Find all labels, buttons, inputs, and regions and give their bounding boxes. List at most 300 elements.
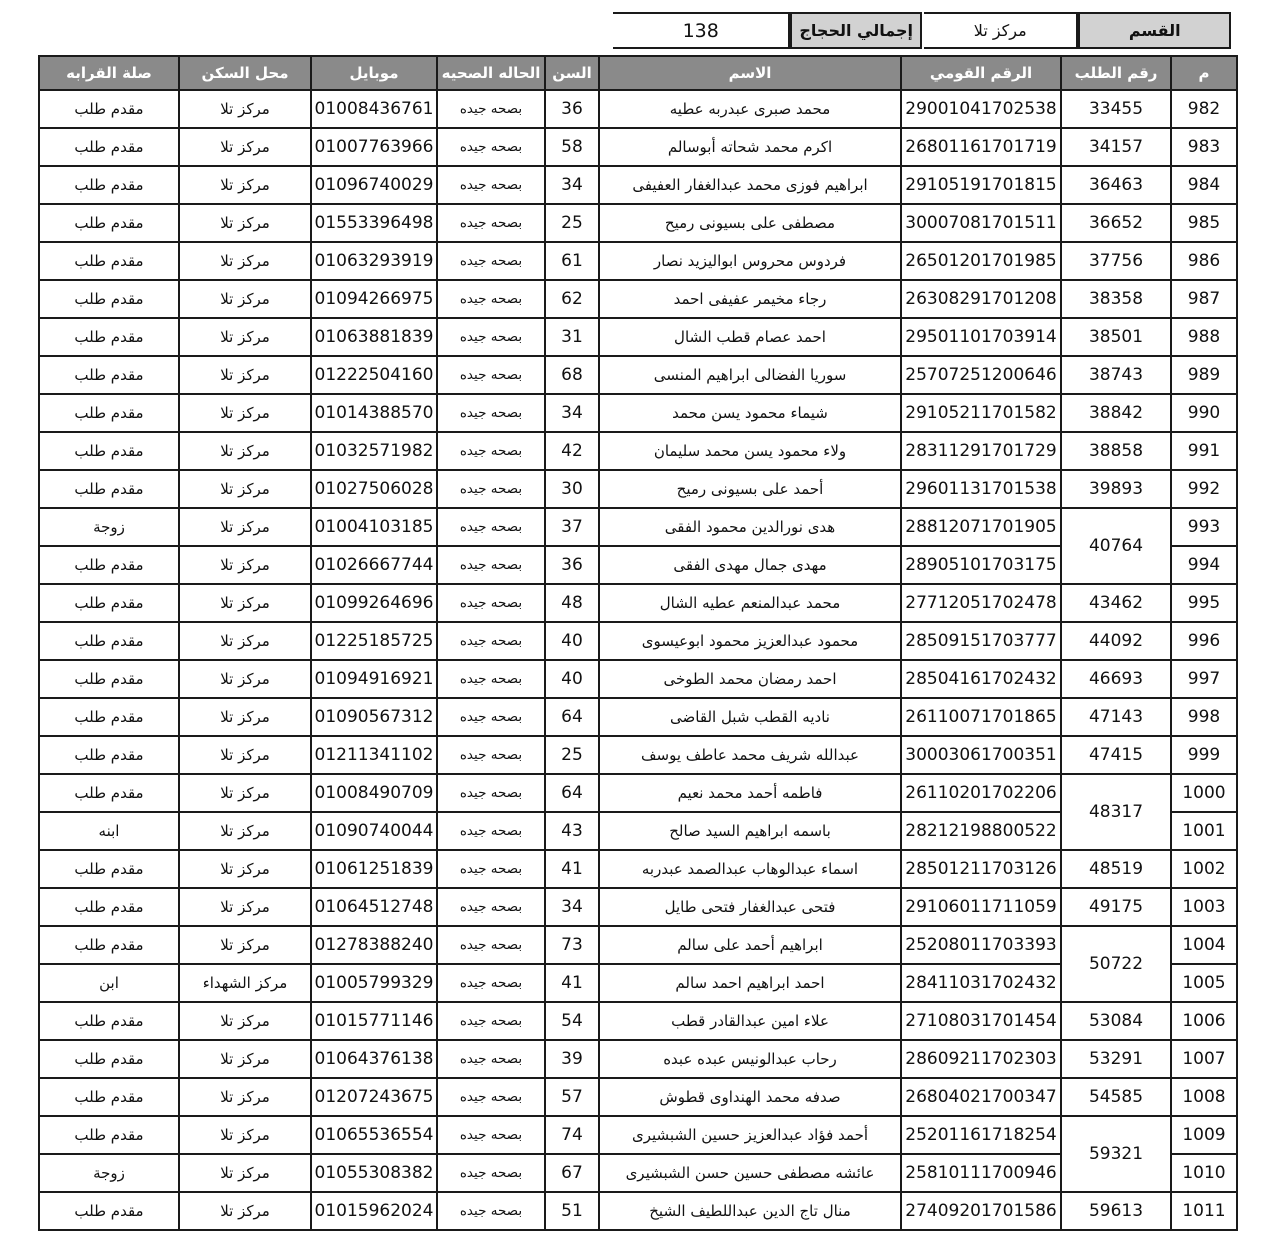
- national-id-cell: 27409201701586: [901, 1192, 1061, 1230]
- serial-cell: 1008: [1171, 1078, 1237, 1116]
- relation-cell: مقدم طلب: [39, 1192, 179, 1230]
- serial-cell: 1003: [1171, 888, 1237, 926]
- residence-cell: مركز الشهداء: [179, 964, 311, 1002]
- table-row: [39, 888, 1237, 926]
- name-cell: ابراهيم فوزى محمد عبدالغفار العفيفى: [599, 166, 901, 204]
- name-cell: منال تاج الدين عبداللطيف الشيخ: [599, 1192, 901, 1230]
- request-no-cell: 48519: [1061, 850, 1171, 888]
- residence-cell: مركز تلا: [179, 356, 311, 394]
- table-row: [39, 470, 1237, 508]
- health-cell: بصحه جيده: [437, 166, 545, 204]
- mobile-cell: 01004103185: [311, 508, 437, 546]
- name-cell: رحاب عبدالونيس عبده عبده: [599, 1040, 901, 1078]
- mobile-cell: 01055308382: [311, 1154, 437, 1192]
- residence-cell: مركز تلا: [179, 1116, 311, 1154]
- health-cell: بصحه جيده: [437, 356, 545, 394]
- serial-cell: 998: [1171, 698, 1237, 736]
- residence-cell: مركز تلا: [179, 166, 311, 204]
- mobile-cell: 01207243675: [311, 1078, 437, 1116]
- name-cell: عائشه مصطفى حسين حسن الشبشيرى: [599, 1154, 901, 1192]
- name-cell: احمد ابراهيم احمد سالم: [599, 964, 901, 1002]
- request-no-cell: 38842: [1061, 394, 1171, 432]
- table-row: [39, 356, 1237, 394]
- request-no-cell: 47143: [1061, 698, 1171, 736]
- national-id-cell: 26110071701865: [901, 698, 1061, 736]
- name-cell: باسمه ابراهيم السيد صالح: [599, 812, 901, 850]
- residence-cell: مركز تلا: [179, 470, 311, 508]
- relation-cell: مقدم طلب: [39, 1002, 179, 1040]
- age-cell: 67: [545, 1154, 599, 1192]
- age-cell: 62: [545, 280, 599, 318]
- age-cell: 40: [545, 622, 599, 660]
- header-name: الاسم: [599, 56, 901, 90]
- pilgrims-total-value: 138: [613, 12, 790, 49]
- health-cell: بصحه جيده: [437, 812, 545, 850]
- serial-cell: 982: [1171, 90, 1237, 128]
- national-id-cell: 25707251200646: [901, 356, 1061, 394]
- residence-cell: مركز تلا: [179, 736, 311, 774]
- national-id-cell: 29105191701815: [901, 166, 1061, 204]
- residence-cell: مركز تلا: [179, 1154, 311, 1192]
- name-cell: اكرم محمد شحاته أبوسالم: [599, 128, 901, 166]
- relation-cell: مقدم طلب: [39, 926, 179, 964]
- residence-cell: مركز تلا: [179, 888, 311, 926]
- residence-cell: مركز تلا: [179, 204, 311, 242]
- table-row: [39, 204, 1237, 242]
- residence-cell: مركز تلا: [179, 1078, 311, 1116]
- header-residence: محل السكن: [179, 56, 311, 90]
- name-cell: محمد صبرى عبدربه عطيه: [599, 90, 901, 128]
- national-id-cell: 25208011703393: [901, 926, 1061, 964]
- request-no-cell: 38858: [1061, 432, 1171, 470]
- residence-cell: مركز تلا: [179, 774, 311, 812]
- request-no-cell: 50722: [1061, 926, 1171, 1002]
- mobile-cell: 01090740044: [311, 812, 437, 850]
- request-no-cell: 49175: [1061, 888, 1171, 926]
- residence-cell: مركز تلا: [179, 394, 311, 432]
- relation-cell: مقدم طلب: [39, 736, 179, 774]
- age-cell: 40: [545, 660, 599, 698]
- mobile-cell: 01007763966: [311, 128, 437, 166]
- serial-cell: 1011: [1171, 1192, 1237, 1230]
- residence-cell: مركز تلا: [179, 1040, 311, 1078]
- request-no-cell: 43462: [1061, 584, 1171, 622]
- relation-cell: مقدم طلب: [39, 622, 179, 660]
- relation-cell: مقدم طلب: [39, 1116, 179, 1154]
- mobile-cell: 01008490709: [311, 774, 437, 812]
- mobile-cell: 01005799329: [311, 964, 437, 1002]
- request-no-cell: 38501: [1061, 318, 1171, 356]
- residence-cell: مركز تلا: [179, 622, 311, 660]
- national-id-cell: 28212198800522: [901, 812, 1061, 850]
- health-cell: بصحه جيده: [437, 736, 545, 774]
- health-cell: بصحه جيده: [437, 90, 545, 128]
- relation-cell: زوجة: [39, 1154, 179, 1192]
- mobile-cell: 01015771146: [311, 1002, 437, 1040]
- mobile-cell: 01015962024: [311, 1192, 437, 1230]
- serial-cell: 985: [1171, 204, 1237, 242]
- header-age: السن: [545, 56, 599, 90]
- relation-cell: مقدم طلب: [39, 204, 179, 242]
- serial-cell: 1006: [1171, 1002, 1237, 1040]
- health-cell: بصحه جيده: [437, 470, 545, 508]
- health-cell: بصحه جيده: [437, 204, 545, 242]
- serial-cell: 984: [1171, 166, 1237, 204]
- serial-cell: 989: [1171, 356, 1237, 394]
- relation-cell: مقدم طلب: [39, 850, 179, 888]
- serial-cell: 1007: [1171, 1040, 1237, 1078]
- residence-cell: مركز تلا: [179, 812, 311, 850]
- table-row: [39, 698, 1237, 736]
- serial-cell: 993: [1171, 508, 1237, 546]
- relation-cell: زوجة: [39, 508, 179, 546]
- header-relation: صلة القرابه: [39, 56, 179, 90]
- name-cell: أحمد على بسيونى رميح: [599, 470, 901, 508]
- table-row: [39, 964, 1237, 1002]
- national-id-cell: 29105211701582: [901, 394, 1061, 432]
- table-row: [39, 812, 1237, 850]
- table-row: [39, 394, 1237, 432]
- mobile-cell: 01094266975: [311, 280, 437, 318]
- name-cell: ناديه القطب شبل القاضى: [599, 698, 901, 736]
- name-cell: رجاء مخيمر عفيفى احمد: [599, 280, 901, 318]
- table-row: [39, 90, 1237, 128]
- national-id-cell: 28311291701729: [901, 432, 1061, 470]
- health-cell: بصحه جيده: [437, 660, 545, 698]
- mobile-cell: 01061251839: [311, 850, 437, 888]
- age-cell: 57: [545, 1078, 599, 1116]
- name-cell: مهدى جمال مهدى الفقى: [599, 546, 901, 584]
- table-row: [39, 1154, 1237, 1192]
- health-cell: بصحه جيده: [437, 1002, 545, 1040]
- name-cell: محمد عبدالمنعم عطيه الشال: [599, 584, 901, 622]
- national-id-cell: 26308291701208: [901, 280, 1061, 318]
- serial-cell: 996: [1171, 622, 1237, 660]
- residence-cell: مركز تلا: [179, 698, 311, 736]
- age-cell: 34: [545, 888, 599, 926]
- table-row: [39, 584, 1237, 622]
- table-row: [39, 660, 1237, 698]
- residence-cell: مركز تلا: [179, 660, 311, 698]
- relation-cell: مقدم طلب: [39, 470, 179, 508]
- relation-cell: مقدم طلب: [39, 546, 179, 584]
- age-cell: 30: [545, 470, 599, 508]
- pilgrims-table: [38, 55, 1238, 1231]
- residence-cell: مركز تلا: [179, 1192, 311, 1230]
- request-no-cell: 39893: [1061, 470, 1171, 508]
- table-row: [39, 166, 1237, 204]
- health-cell: بصحه جيده: [437, 432, 545, 470]
- residence-cell: مركز تلا: [179, 432, 311, 470]
- mobile-cell: 01211341102: [311, 736, 437, 774]
- request-no-cell: 40764: [1061, 508, 1171, 584]
- age-cell: 58: [545, 128, 599, 166]
- relation-cell: مقدم طلب: [39, 90, 179, 128]
- mobile-cell: 01014388570: [311, 394, 437, 432]
- residence-cell: مركز تلا: [179, 508, 311, 546]
- name-cell: عبدالله شريف محمد عاطف يوسف: [599, 736, 901, 774]
- section-label: القسم: [1078, 12, 1231, 49]
- name-cell: أحمد فؤاد عبدالعزيز حسين الشبشيرى: [599, 1116, 901, 1154]
- national-id-cell: 26804021700347: [901, 1078, 1061, 1116]
- request-no-cell: 46693: [1061, 660, 1171, 698]
- age-cell: 68: [545, 356, 599, 394]
- relation-cell: مقدم طلب: [39, 1078, 179, 1116]
- age-cell: 31: [545, 318, 599, 356]
- mobile-cell: 01027506028: [311, 470, 437, 508]
- name-cell: ابراهيم أحمد على سالم: [599, 926, 901, 964]
- health-cell: بصحه جيده: [437, 1154, 545, 1192]
- mobile-cell: 01094916921: [311, 660, 437, 698]
- age-cell: 61: [545, 242, 599, 280]
- mobile-cell: 01278388240: [311, 926, 437, 964]
- request-no-cell: 36652: [1061, 204, 1171, 242]
- health-cell: بصحه جيده: [437, 1078, 545, 1116]
- age-cell: 48: [545, 584, 599, 622]
- request-no-cell: 47415: [1061, 736, 1171, 774]
- mobile-cell: 01032571982: [311, 432, 437, 470]
- residence-cell: مركز تلا: [179, 546, 311, 584]
- age-cell: 36: [545, 546, 599, 584]
- relation-cell: مقدم طلب: [39, 698, 179, 736]
- serial-cell: 988: [1171, 318, 1237, 356]
- serial-cell: 987: [1171, 280, 1237, 318]
- relation-cell: مقدم طلب: [39, 280, 179, 318]
- national-id-cell: 29106011711059: [901, 888, 1061, 926]
- table-row: [39, 1002, 1237, 1040]
- relation-cell: ابن: [39, 964, 179, 1002]
- national-id-cell: 27108031701454: [901, 1002, 1061, 1040]
- serial-cell: 992: [1171, 470, 1237, 508]
- request-no-cell: 59613: [1061, 1192, 1171, 1230]
- health-cell: بصحه جيده: [437, 1040, 545, 1078]
- health-cell: بصحه جيده: [437, 1192, 545, 1230]
- mobile-cell: 01225185725: [311, 622, 437, 660]
- relation-cell: مقدم طلب: [39, 356, 179, 394]
- table-row: [39, 242, 1237, 280]
- mobile-cell: 01096740029: [311, 166, 437, 204]
- residence-cell: مركز تلا: [179, 318, 311, 356]
- request-no-cell: 38358: [1061, 280, 1171, 318]
- mobile-cell: 01222504160: [311, 356, 437, 394]
- national-id-cell: 27712051702478: [901, 584, 1061, 622]
- request-no-cell: 33455: [1061, 90, 1171, 128]
- relation-cell: مقدم طلب: [39, 774, 179, 812]
- serial-cell: 999: [1171, 736, 1237, 774]
- relation-cell: مقدم طلب: [39, 584, 179, 622]
- request-no-cell: 44092: [1061, 622, 1171, 660]
- national-id-cell: 26801161701719: [901, 128, 1061, 166]
- relation-cell: مقدم طلب: [39, 432, 179, 470]
- name-cell: احمد عصام قطب الشال: [599, 318, 901, 356]
- age-cell: 41: [545, 850, 599, 888]
- national-id-cell: 28812071701905: [901, 508, 1061, 546]
- name-cell: اسماء عبدالوهاب عبدالصمد عبدربه: [599, 850, 901, 888]
- name-cell: ولاء محمود يسن محمد سليمان: [599, 432, 901, 470]
- national-id-cell: 29501101703914: [901, 318, 1061, 356]
- age-cell: 74: [545, 1116, 599, 1154]
- relation-cell: مقدم طلب: [39, 166, 179, 204]
- serial-cell: 1005: [1171, 964, 1237, 1002]
- request-no-cell: 53084: [1061, 1002, 1171, 1040]
- health-cell: بصحه جيده: [437, 394, 545, 432]
- residence-cell: مركز تلا: [179, 584, 311, 622]
- table-row: [39, 546, 1237, 584]
- age-cell: 25: [545, 736, 599, 774]
- serial-cell: 1009: [1171, 1116, 1237, 1154]
- request-no-cell: 38743: [1061, 356, 1171, 394]
- age-cell: 37: [545, 508, 599, 546]
- age-cell: 43: [545, 812, 599, 850]
- national-id-cell: 25810111700946: [901, 1154, 1061, 1192]
- health-cell: بصحه جيده: [437, 546, 545, 584]
- national-id-cell: 28609211702303: [901, 1040, 1061, 1078]
- age-cell: 51: [545, 1192, 599, 1230]
- request-no-cell: 53291: [1061, 1040, 1171, 1078]
- residence-cell: مركز تلا: [179, 128, 311, 166]
- health-cell: بصحه جيده: [437, 774, 545, 812]
- name-cell: هدى نورالدين محمود الفقى: [599, 508, 901, 546]
- relation-cell: مقدم طلب: [39, 888, 179, 926]
- age-cell: 73: [545, 926, 599, 964]
- serial-cell: 1004: [1171, 926, 1237, 964]
- table-row: [39, 736, 1237, 774]
- relation-cell: مقدم طلب: [39, 1040, 179, 1078]
- mobile-cell: 01090567312: [311, 698, 437, 736]
- request-no-cell: 37756: [1061, 242, 1171, 280]
- name-cell: سوريا الفضالى ابراهيم المنسى: [599, 356, 901, 394]
- health-cell: بصحه جيده: [437, 850, 545, 888]
- mobile-cell: 01063881839: [311, 318, 437, 356]
- age-cell: 54: [545, 1002, 599, 1040]
- table-row: [39, 622, 1237, 660]
- table-row: [39, 1192, 1237, 1230]
- header-national-id: الرقم القومي: [901, 56, 1061, 90]
- relation-cell: مقدم طلب: [39, 660, 179, 698]
- serial-cell: 983: [1171, 128, 1237, 166]
- table-row: [39, 926, 1237, 964]
- header-mobile: موبايل: [311, 56, 437, 90]
- name-cell: فاطمه أحمد محمد نعيم: [599, 774, 901, 812]
- health-cell: بصحه جيده: [437, 1116, 545, 1154]
- name-cell: علاء امين عبدالقادر قطب: [599, 1002, 901, 1040]
- serial-cell: 991: [1171, 432, 1237, 470]
- request-no-cell: 48317: [1061, 774, 1171, 850]
- header-serial: م: [1171, 56, 1237, 90]
- national-id-cell: 28905101703175: [901, 546, 1061, 584]
- mobile-cell: 01063293919: [311, 242, 437, 280]
- national-id-cell: 26110201702206: [901, 774, 1061, 812]
- age-cell: 34: [545, 166, 599, 204]
- national-id-cell: 28509151703777: [901, 622, 1061, 660]
- serial-cell: 995: [1171, 584, 1237, 622]
- health-cell: بصحه جيده: [437, 622, 545, 660]
- national-id-cell: 28504161702432: [901, 660, 1061, 698]
- request-no-cell: 36463: [1061, 166, 1171, 204]
- table-header-row: [39, 56, 1237, 90]
- residence-cell: مركز تلا: [179, 1002, 311, 1040]
- name-cell: فردوس محروس ابواليزيد نصار: [599, 242, 901, 280]
- mobile-cell: 01553396498: [311, 204, 437, 242]
- mobile-cell: 01064376138: [311, 1040, 437, 1078]
- residence-cell: مركز تلا: [179, 850, 311, 888]
- table-row: [39, 280, 1237, 318]
- table-row: [39, 1078, 1237, 1116]
- serial-cell: 1010: [1171, 1154, 1237, 1192]
- age-cell: 41: [545, 964, 599, 1002]
- health-cell: بصحه جيده: [437, 508, 545, 546]
- table-row: [39, 432, 1237, 470]
- age-cell: 36: [545, 90, 599, 128]
- health-cell: بصحه جيده: [437, 888, 545, 926]
- request-no-cell: 34157: [1061, 128, 1171, 166]
- health-cell: بصحه جيده: [437, 584, 545, 622]
- request-no-cell: 59321: [1061, 1116, 1171, 1192]
- national-id-cell: 28411031702432: [901, 964, 1061, 1002]
- request-no-cell: 54585: [1061, 1078, 1171, 1116]
- table-row: [39, 850, 1237, 888]
- relation-cell: مقدم طلب: [39, 242, 179, 280]
- mobile-cell: 01064512748: [311, 888, 437, 926]
- residence-cell: مركز تلا: [179, 90, 311, 128]
- table-row: [39, 774, 1237, 812]
- national-id-cell: 30007081701511: [901, 204, 1061, 242]
- serial-cell: 1002: [1171, 850, 1237, 888]
- serial-cell: 990: [1171, 394, 1237, 432]
- age-cell: 64: [545, 774, 599, 812]
- table-row: [39, 1040, 1237, 1078]
- name-cell: شيماء محمود يسن محمد: [599, 394, 901, 432]
- national-id-cell: 26501201701985: [901, 242, 1061, 280]
- residence-cell: مركز تلا: [179, 280, 311, 318]
- mobile-cell: 01099264696: [311, 584, 437, 622]
- table-body: [39, 90, 1237, 1230]
- health-cell: بصحه جيده: [437, 698, 545, 736]
- national-id-cell: 28501211703126: [901, 850, 1061, 888]
- serial-cell: 986: [1171, 242, 1237, 280]
- section-value: مركز تلا: [924, 12, 1079, 49]
- relation-cell: مقدم طلب: [39, 318, 179, 356]
- age-cell: 34: [545, 394, 599, 432]
- header-health: الحاله الصحيه: [437, 56, 545, 90]
- residence-cell: مركز تلا: [179, 242, 311, 280]
- table-row: [39, 128, 1237, 166]
- national-id-cell: 30003061700351: [901, 736, 1061, 774]
- table-row: [39, 318, 1237, 356]
- mobile-cell: 01026667744: [311, 546, 437, 584]
- name-cell: صدفه محمد الهنداوى قطوش: [599, 1078, 901, 1116]
- age-cell: 25: [545, 204, 599, 242]
- name-cell: مصطفى على بسيونى رميح: [599, 204, 901, 242]
- age-cell: 39: [545, 1040, 599, 1078]
- mobile-cell: 01065536554: [311, 1116, 437, 1154]
- health-cell: بصحه جيده: [437, 964, 545, 1002]
- health-cell: بصحه جيده: [437, 926, 545, 964]
- serial-cell: 1000: [1171, 774, 1237, 812]
- pilgrims-total-label: إجمالي الحجاج: [790, 12, 922, 49]
- serial-cell: 994: [1171, 546, 1237, 584]
- health-cell: بصحه جيده: [437, 318, 545, 356]
- relation-cell: مقدم طلب: [39, 394, 179, 432]
- mobile-cell: 01008436761: [311, 90, 437, 128]
- relation-cell: مقدم طلب: [39, 128, 179, 166]
- residence-cell: مركز تلا: [179, 926, 311, 964]
- name-cell: محمود عبدالعزيز محمود ابوعيسوى: [599, 622, 901, 660]
- health-cell: بصحه جيده: [437, 280, 545, 318]
- header-request-no: رقم الطلب: [1061, 56, 1171, 90]
- national-id-cell: 29601131701538: [901, 470, 1061, 508]
- age-cell: 64: [545, 698, 599, 736]
